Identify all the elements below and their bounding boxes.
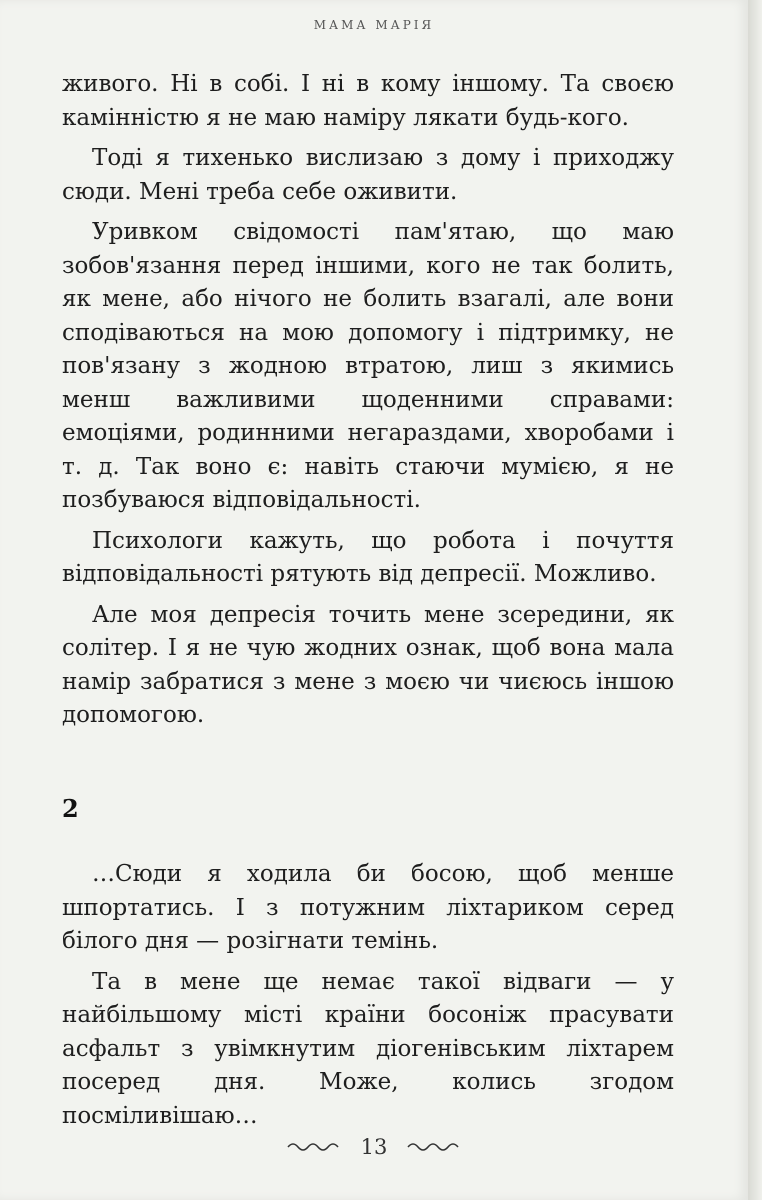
body-text — [62, 68, 674, 740]
right-wave-ornament-icon — [406, 1141, 462, 1153]
running-head: МАМА МАРІЯ — [313, 18, 435, 32]
paragraph-2: Тоді я тихенько вислизаю з дому і приходжу сюди. Мені треба себе оживити. — [62, 145, 674, 205]
paragraph-1: живого. Ні в собі. І ні в кому іншому. Та своєю камінністю я не маю наміру лякати будь-кого. — [62, 71, 674, 131]
section-body-text — [62, 858, 674, 1140]
page-number: 13 — [360, 1134, 388, 1159]
section-paragraph-2: Та в мене ще немає такої відваги — у найбільшому місті країни босоніж прасувати асфальт з увімкнутим діогенівським ліхтарем посеред дня. Може, колись згодом посміливішаю… — [62, 968, 674, 1129]
section-number: 2 — [62, 794, 79, 823]
paragraph-5: Але моя депресія точить мене зсередини, як солітер. І я не чую жодних ознак, щоб вона мала намір забратися з мене з моєю чи чиєюсь іншою допомогою. — [62, 601, 674, 728]
section-paragraph-1: …Сюди я ходила би босою, щоб менше шпортатись. І з потужним ліхтариком серед білого дня — розігнати темінь. — [62, 861, 674, 954]
paragraph-4: Психологи кажуть, що робота і почуття відповідальності рятують від депресії. Можливо. — [62, 527, 674, 587]
left-wave-ornament-icon — [286, 1141, 342, 1153]
page-footer — [0, 1133, 748, 1159]
paragraph-3: Уривком свідомості пам'ятаю, що маю зобов'язання перед іншими, кого не так болить, як мене, або нічого не болить взагалі, але вони сподіваються на мою допомогу і підтримку, не пов'язану з жодною втратою, лиш з якимись менш важливими щоденними справами: емоціями, родинними негараздами, хворобами і т. д. Так воно є: навіть стаючи мумією, я не позбуваюся відповідальності. — [62, 219, 674, 513]
page-edge — [748, 0, 762, 1200]
